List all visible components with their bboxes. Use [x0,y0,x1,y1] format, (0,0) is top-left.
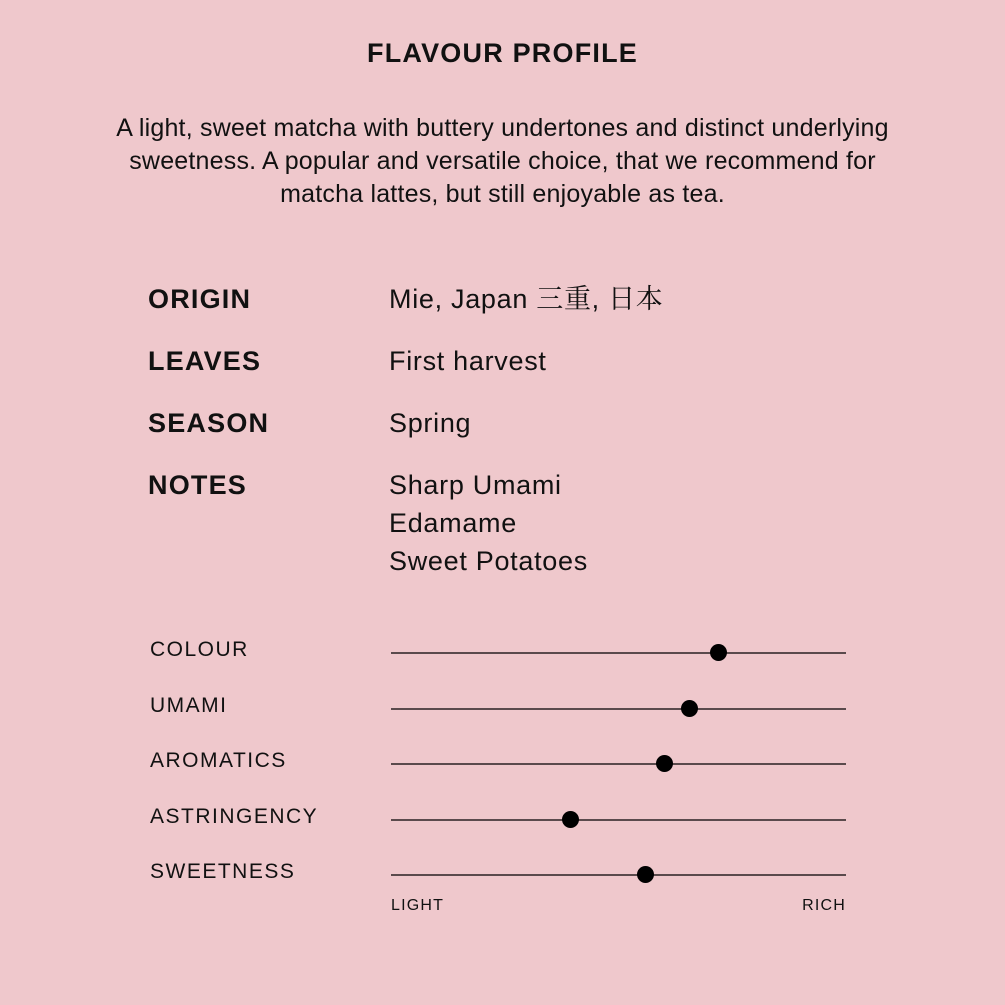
scale-track [391,819,846,821]
detail-row-season [148,406,868,440]
scale-track [391,874,846,876]
scale-label: ASTRINGENCY [150,804,319,828]
scale-marker-dot [562,811,579,828]
scale-marker-dot [637,866,654,883]
scale-row-astringency [150,795,850,851]
notes-label: NOTES [148,470,248,500]
note-item: Sharp Umami [389,470,562,500]
details-list [148,282,868,608]
leaves-label: LEAVES [148,346,262,376]
detail-row-leaves [148,344,868,378]
scale-min-label: LIGHT [391,897,445,914]
leaves-value: First harvest [389,346,547,376]
notes-value-list [389,466,588,580]
flavour-scales [150,628,850,906]
origin-value: Mie, Japan 三重, 日本 [389,284,664,314]
scale-row-umami [150,684,850,740]
season-label: SEASON [148,408,270,438]
season-value: Spring [389,408,472,438]
product-description: A light, sweet matcha with buttery undertones and distinct underlying sweetness. A popular and versatile choice, that we recommend for matcha lattes, but still enjoyable as tea. [116,114,889,208]
scale-track [391,763,846,765]
scale-max-label: RICH [802,897,846,914]
scale-marker-dot [710,644,727,661]
scale-label: COLOUR [150,638,249,661]
note-item: Edamame [389,508,517,538]
note-item: Sweet Potatoes [389,546,588,576]
scale-marker-dot [656,755,673,772]
scale-axis-labels [391,897,846,921]
detail-row-origin [148,282,868,316]
section-title: FLAVOUR PROFILE [367,38,638,68]
scale-track [391,708,846,710]
scale-row-aromatics [150,739,850,795]
scale-label: SWEETNESS [150,860,296,883]
scale-marker-dot [681,700,698,717]
detail-row-notes [148,468,868,580]
scale-row-colour [150,628,850,684]
scale-track [391,652,846,654]
scale-label: UMAMI [150,693,228,717]
scale-label: AROMATICS [150,749,287,772]
origin-label: ORIGIN [148,284,252,314]
